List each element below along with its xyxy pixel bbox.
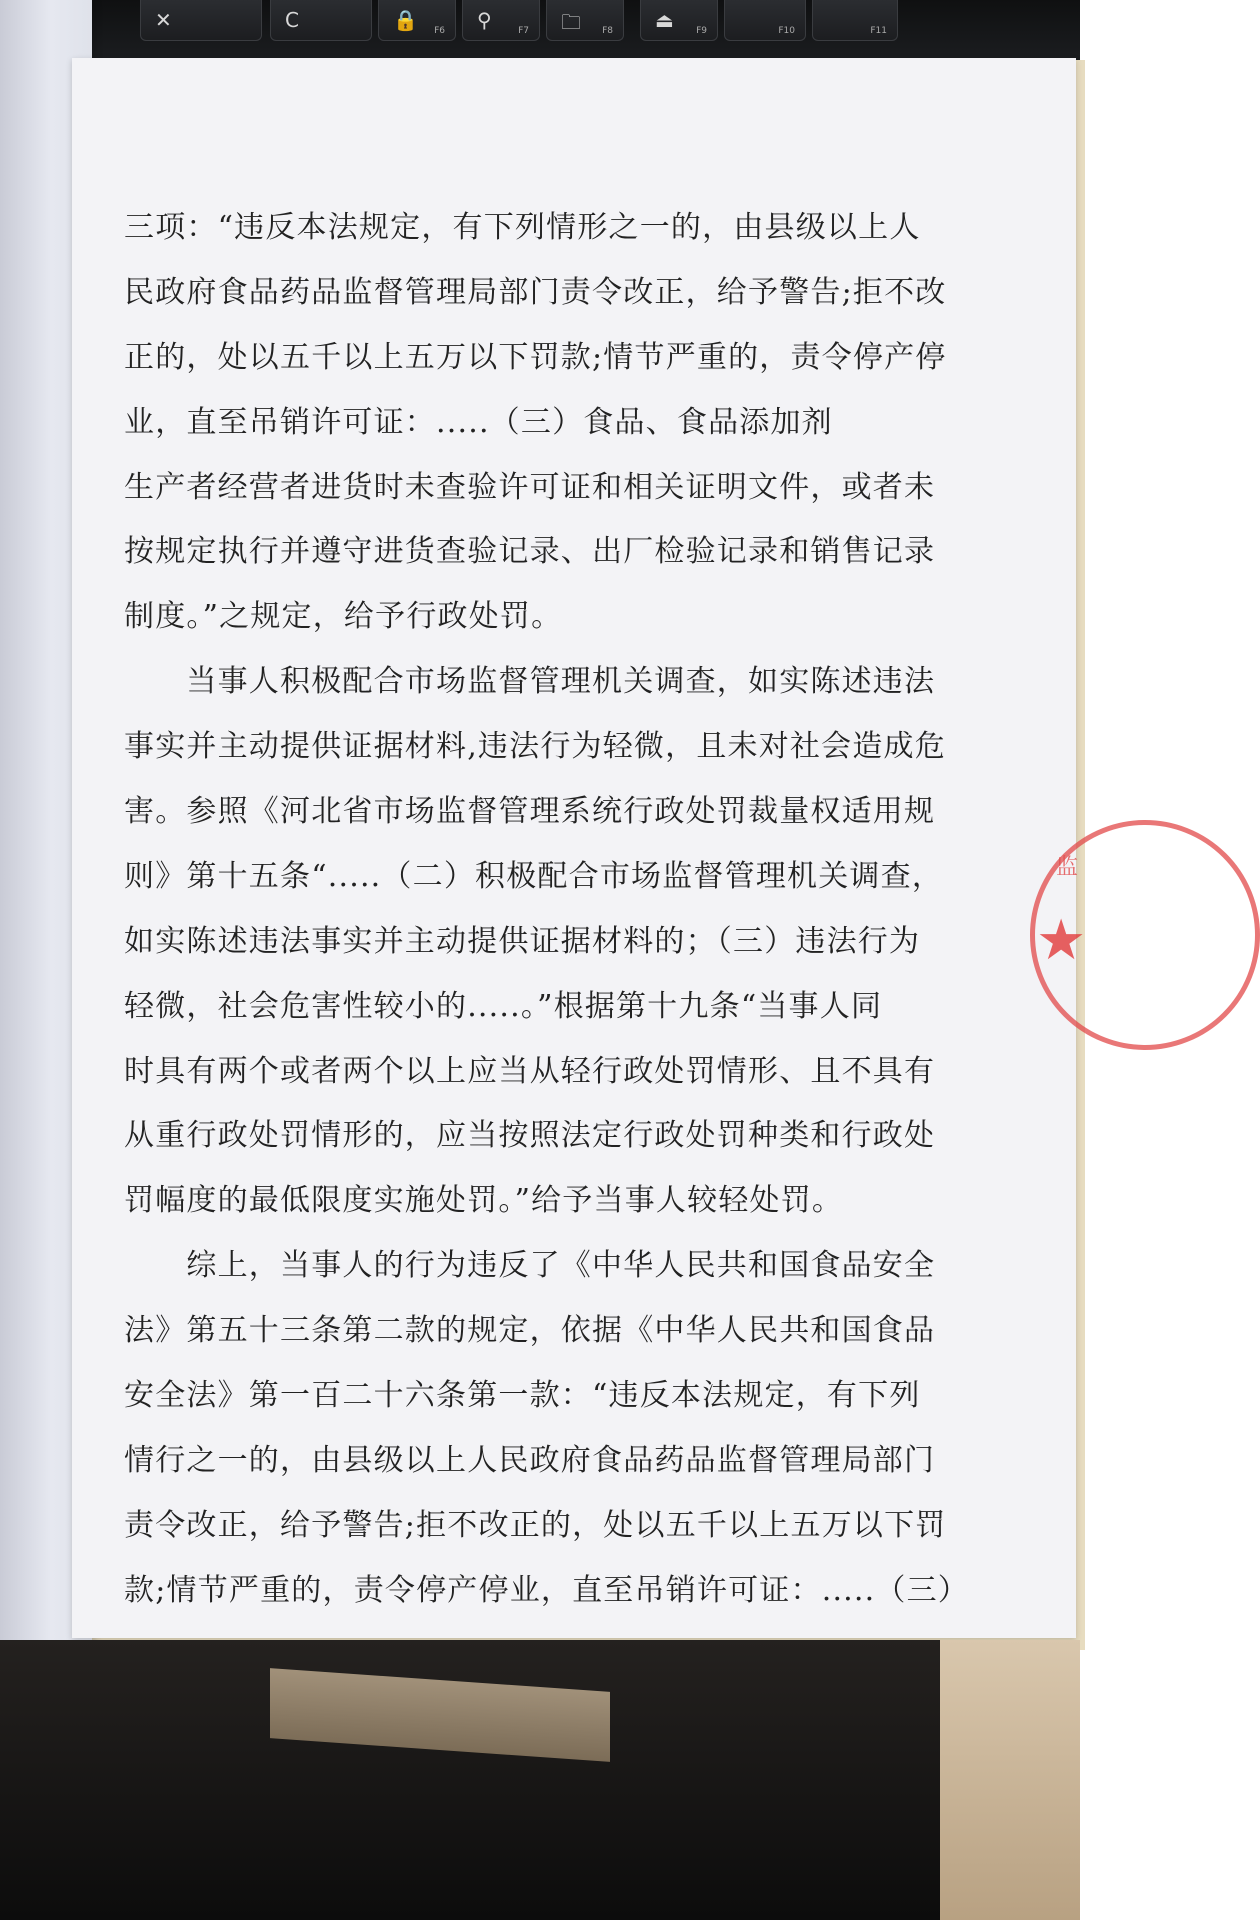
star-icon: ★: [1036, 908, 1087, 973]
text-line: 综上，当事人的行为违反了《中华人民共和国食品安全: [124, 1248, 936, 1284]
text-line: 安全法》第一百二十六条第一款：“违反本法规定，有下列: [124, 1378, 921, 1414]
keyboard-key: [140, 0, 262, 41]
lock-icon: 🔒: [393, 8, 418, 32]
key-c-glyph: C: [285, 8, 299, 32]
text-line: 生产者经营者进货时未查验许可证和相关证明文件，或者未: [124, 469, 936, 505]
key-fn-label: F7: [518, 26, 529, 36]
search-icon: ⚲: [477, 8, 492, 32]
text-line: 时具有两个或者两个以上应当从轻行政处罚情形、且不具有: [124, 1053, 936, 1089]
desk-surface: [0, 1640, 1080, 1920]
text-line: 制度。”之规定，给予行政处罚。: [124, 599, 563, 635]
text-line: 款;情节严重的，责令停产停业，直至吊销许可证：.....（三）: [124, 1572, 969, 1608]
text-line: 民政府食品药品监督管理局部门责令改正，给予警告;拒不改: [124, 274, 947, 310]
text-line: 如实陈述违法事实并主动提供证据材料的；（三）违法行为: [124, 923, 921, 959]
keyboard-key: [640, 0, 718, 41]
text-line: 罚幅度的最低限度实施处罚。”给予当事人较轻处罚。: [124, 1183, 844, 1219]
keyboard-key: [462, 0, 540, 41]
keyboard-key: [378, 0, 456, 41]
key-fn-label: F8: [602, 26, 613, 36]
text-line: 轻微，社会危害性较小的.....。”根据第十九条“当事人同: [124, 988, 883, 1024]
close-icon: ✕: [155, 8, 172, 32]
text-line: 当事人积极配合市场监督管理机关调查，如实陈述违法: [124, 664, 936, 700]
keyboard-key: [812, 0, 898, 41]
key-fn-label: F6: [434, 26, 445, 36]
key-fn-label: F9: [696, 26, 707, 36]
text-line: 按规定执行并遵守进货查验记录、出厂检验记录和销售记录: [124, 534, 936, 570]
text-line: 责令改正，给予警告;拒不改正的，处以五千以上五万以下罚: [124, 1507, 947, 1543]
text-line: 则》第十五条“.....（二）积极配合市场监督管理机关调查，: [124, 858, 944, 894]
text-line: 业，直至吊销许可证：.....（三）食品、食品添加剂: [124, 404, 833, 440]
document-sheet: [72, 58, 1079, 1638]
keyboard-key: [270, 0, 372, 41]
key-fn-label: F11: [870, 26, 887, 36]
text-line: 情行之一的，由县级以上人民政府食品药品监督管理局部门: [124, 1442, 936, 1478]
keyboard-key: [724, 0, 806, 41]
seal-text: 监: [1056, 855, 1079, 880]
document-body: [124, 196, 980, 1624]
text-line: 从重行政处罚情形的，应当按照法定行政处罚种类和行政处: [124, 1118, 936, 1154]
red-seal-stamp: [1030, 820, 1100, 1060]
key-fn-label: F10: [778, 26, 795, 36]
text-line: 三项：“违反本法规定，有下列情形之一的，由县级以上人: [124, 210, 921, 245]
keyboard-key: [546, 0, 624, 41]
text-line: 事实并主动提供证据材料,违法行为轻微，且未对社会造成危: [124, 729, 946, 765]
text-line: 法》第五十三条第二款的规定，依据《中华人民共和国食品: [124, 1313, 936, 1349]
text-line: 害。参照《河北省市场监督管理系统行政处罚裁量权适用规: [124, 794, 936, 830]
eject-icon: ⏏: [655, 8, 674, 32]
folder-icon: 🗀: [561, 10, 581, 34]
desk-edge: [940, 1640, 1080, 1920]
text-line: 正的，处以五千以上五万以下罚款;情节严重的，责令停产停: [124, 339, 947, 375]
